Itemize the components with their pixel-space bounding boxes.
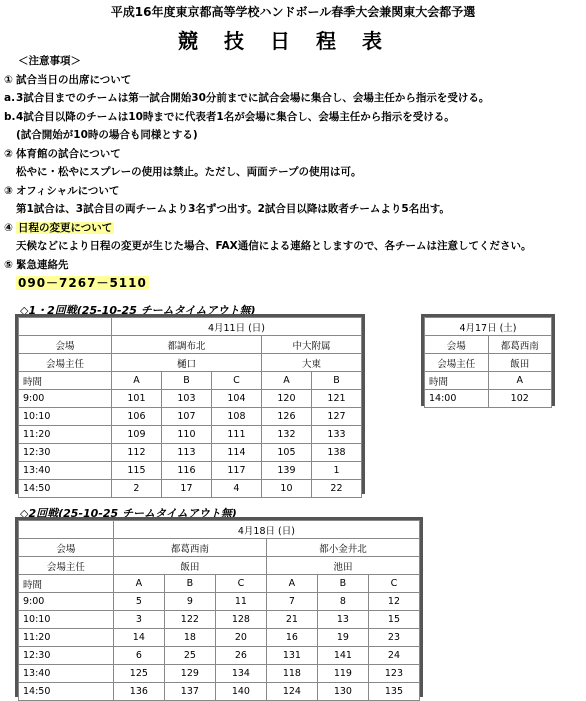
note-marker: a.	[4, 92, 16, 104]
note-line	[4, 126, 531, 145]
match-row	[19, 593, 420, 611]
note-marker: ①	[4, 73, 13, 86]
table-cell	[19, 521, 114, 539]
match-cell: 9	[164, 593, 215, 611]
round2-title: ◇2回戦(25-10-25 チームタイムアウト無)	[20, 507, 237, 520]
time-cell: 13:40	[19, 665, 114, 683]
chief-cell: 大東	[261, 354, 361, 372]
note-line	[4, 256, 531, 275]
time-cell: 9:00	[19, 390, 112, 408]
chief-row	[19, 354, 362, 372]
match-cell: 22	[311, 480, 361, 498]
match-cell: 101	[111, 390, 161, 408]
court-row	[19, 575, 420, 593]
match-cell: 121	[311, 390, 361, 408]
note-line	[4, 200, 531, 219]
match-cell: 3	[113, 611, 164, 629]
chief-cell: 飯田	[488, 354, 552, 372]
court-row	[425, 372, 552, 390]
note-text: オフィシャルについて	[16, 184, 120, 197]
emergency-phone: 090－7267－5110	[18, 276, 147, 290]
notes-list	[4, 71, 531, 275]
match-cell: 118	[266, 665, 317, 683]
date-cell: 4月18日 (日)	[113, 521, 419, 539]
note-text: 3試合目までのチームは第一試合開始30分前までに試合会場に集合し、会場主任から指示を受ける。	[16, 92, 490, 104]
match-cell: 123	[368, 665, 419, 683]
match-cell: 116	[161, 462, 211, 480]
court-cell: B	[317, 575, 368, 593]
venue-cell: 都葛西南	[113, 539, 266, 557]
time-cell: 11:20	[19, 426, 112, 444]
match-cell: 6	[113, 647, 164, 665]
match-row	[19, 426, 362, 444]
row-label: 会場	[425, 336, 489, 354]
note-marker: ③	[4, 184, 13, 197]
court-cell: A	[113, 575, 164, 593]
match-cell: 104	[211, 390, 261, 408]
court-cell: B	[311, 372, 361, 390]
match-row	[19, 647, 420, 665]
match-row	[19, 480, 362, 498]
note-line	[4, 71, 531, 90]
row-label: 時間	[425, 372, 489, 390]
match-cell: 125	[113, 665, 164, 683]
match-cell: 117	[211, 462, 261, 480]
side-table	[424, 317, 552, 408]
match-cell: 12	[368, 593, 419, 611]
note-line	[4, 108, 531, 127]
match-cell: 113	[161, 444, 211, 462]
note-text: 第1試合は、3試合目の両チームより3名ずつ出す。2試合目以降は敗者チームより5名出す。	[16, 203, 450, 215]
match-cell: 103	[161, 390, 211, 408]
match-cell: 119	[317, 665, 368, 683]
venue-row	[19, 336, 362, 354]
note-text: (試合開始が10時の場合も同様とする)	[16, 129, 198, 141]
match-cell: 18	[164, 629, 215, 647]
match-cell: 137	[164, 683, 215, 701]
time-cell: 12:30	[19, 444, 112, 462]
match-cell: 8	[317, 593, 368, 611]
match-cell: 19	[317, 629, 368, 647]
note-text: 体育館の試合について	[16, 147, 121, 160]
match-cell: 133	[311, 426, 361, 444]
match-cell: 2	[111, 480, 161, 498]
match-cell: 112	[111, 444, 161, 462]
row-label: 会場主任	[425, 354, 489, 372]
round1-table	[18, 317, 362, 498]
match-cell: 134	[215, 665, 266, 683]
chief-cell: 樋口	[111, 354, 261, 372]
court-cell: C	[215, 575, 266, 593]
date-row	[19, 521, 420, 539]
match-cell: 106	[111, 408, 161, 426]
match-cell: 110	[161, 426, 211, 444]
note-marker: ⑤	[4, 258, 13, 271]
venue-cell: 中大附属	[261, 336, 361, 354]
match-cell: 21	[266, 611, 317, 629]
row-label: 時間	[19, 372, 112, 390]
time-cell: 14:00	[425, 390, 489, 408]
match-cell: 25	[164, 647, 215, 665]
time-cell: 10:10	[19, 611, 114, 629]
match-cell: 14	[113, 629, 164, 647]
note-line	[4, 145, 531, 164]
date-row	[19, 318, 362, 336]
match-cell: 1	[311, 462, 361, 480]
match-cell: 105	[261, 444, 311, 462]
match-cell: 120	[261, 390, 311, 408]
venue-cell: 都小金井北	[266, 539, 419, 557]
document-title: 平成16年度東京都高等学校ハンドボール春季大会兼関東大会都予選	[110, 5, 476, 19]
time-cell: 14:50	[19, 480, 112, 498]
note-text: 日程の変更について	[18, 221, 113, 234]
match-cell: 139	[261, 462, 311, 480]
match-cell: 128	[215, 611, 266, 629]
note-text: 天候などにより日程の変更が生じた場合、FAX通信による連絡としますので、各チームは注意してください。	[16, 240, 532, 252]
match-cell: 17	[161, 480, 211, 498]
row-label: 会場	[19, 336, 112, 354]
match-cell: 122	[164, 611, 215, 629]
match-row	[19, 462, 362, 480]
match-cell: 16	[266, 629, 317, 647]
note-text: 試合当日の出席について	[16, 73, 132, 86]
match-cell: 7	[266, 593, 317, 611]
row-label: 時間	[19, 575, 114, 593]
note-line	[4, 89, 531, 108]
court-cell: A	[488, 372, 552, 390]
match-row	[19, 665, 420, 683]
match-cell: 102	[488, 390, 552, 408]
court-cell: A	[261, 372, 311, 390]
match-cell: 5	[113, 593, 164, 611]
court-cell: C	[211, 372, 261, 390]
round2-table	[18, 520, 420, 701]
match-cell: 109	[111, 426, 161, 444]
match-row	[19, 444, 362, 462]
note-line	[4, 237, 531, 256]
note-line	[4, 219, 531, 238]
round1-title: ◇1・2回戦(25-10-25 チームタイムアウト無)	[20, 304, 256, 317]
date-cell: 4月17日 (土)	[425, 318, 552, 336]
chief-cell: 飯田	[113, 557, 266, 575]
row-label: 会場主任	[19, 354, 112, 372]
match-row	[19, 683, 420, 701]
match-cell: 26	[215, 647, 266, 665]
match-cell: 126	[261, 408, 311, 426]
match-row	[425, 390, 552, 408]
time-cell: 12:30	[19, 647, 114, 665]
venue-cell: 都調布北	[111, 336, 261, 354]
note-marker: ④	[4, 221, 13, 234]
match-cell: 136	[113, 683, 164, 701]
date-row	[425, 318, 552, 336]
match-cell: 107	[161, 408, 211, 426]
court-row	[19, 372, 362, 390]
match-cell: 15	[368, 611, 419, 629]
row-label: 会場	[19, 539, 114, 557]
match-cell: 130	[317, 683, 368, 701]
note-text: 松やに・松やにスプレーの使用は禁止。ただし、両面テープの使用は可。	[16, 166, 362, 178]
note-text: 緊急連絡先	[16, 258, 69, 271]
court-cell: C	[368, 575, 419, 593]
venue-row	[425, 336, 552, 354]
match-cell: 140	[215, 683, 266, 701]
court-cell: A	[266, 575, 317, 593]
match-cell: 131	[266, 647, 317, 665]
match-row	[19, 408, 362, 426]
date-cell: 4月11日 (日)	[111, 318, 361, 336]
time-cell: 14:50	[19, 683, 114, 701]
match-cell: 13	[317, 611, 368, 629]
match-cell: 23	[368, 629, 419, 647]
time-cell: 11:20	[19, 629, 114, 647]
court-cell: B	[164, 575, 215, 593]
venue-cell: 都葛西南	[488, 336, 552, 354]
court-cell: A	[111, 372, 161, 390]
row-label: 会場主任	[19, 557, 114, 575]
time-cell: 10:10	[19, 408, 112, 426]
match-cell: 10	[261, 480, 311, 498]
match-row	[19, 390, 362, 408]
court-cell: B	[161, 372, 211, 390]
match-cell: 24	[368, 647, 419, 665]
match-cell: 138	[311, 444, 361, 462]
match-row	[19, 629, 420, 647]
note-text: 4試合目以降のチームは10時までに代表者1名が会場に集合し、会場主任から指示を受ける。	[16, 110, 455, 123]
note-line	[4, 163, 531, 182]
match-cell: 115	[111, 462, 161, 480]
match-cell: 124	[266, 683, 317, 701]
match-cell: 132	[261, 426, 311, 444]
match-cell: 114	[211, 444, 261, 462]
venue-row	[19, 539, 420, 557]
match-cell: 111	[211, 426, 261, 444]
chief-row	[19, 557, 420, 575]
table-cell	[19, 318, 112, 336]
match-cell: 129	[164, 665, 215, 683]
document-subtitle: 競技日程表	[178, 29, 408, 53]
time-cell: 13:40	[19, 462, 112, 480]
match-cell: 135	[368, 683, 419, 701]
notes-section	[4, 52, 531, 294]
match-cell: 141	[317, 647, 368, 665]
match-cell: 20	[215, 629, 266, 647]
match-cell: 127	[311, 408, 361, 426]
time-cell: 9:00	[19, 593, 114, 611]
note-marker: b.	[4, 110, 16, 123]
match-cell: 4	[211, 480, 261, 498]
match-cell: 108	[211, 408, 261, 426]
chief-cell: 池田	[266, 557, 419, 575]
notes-heading: ＜注意事項＞	[18, 55, 81, 67]
note-line	[4, 182, 531, 201]
match-cell: 11	[215, 593, 266, 611]
note-marker: ②	[4, 147, 13, 160]
match-row	[19, 611, 420, 629]
chief-row	[425, 354, 552, 372]
